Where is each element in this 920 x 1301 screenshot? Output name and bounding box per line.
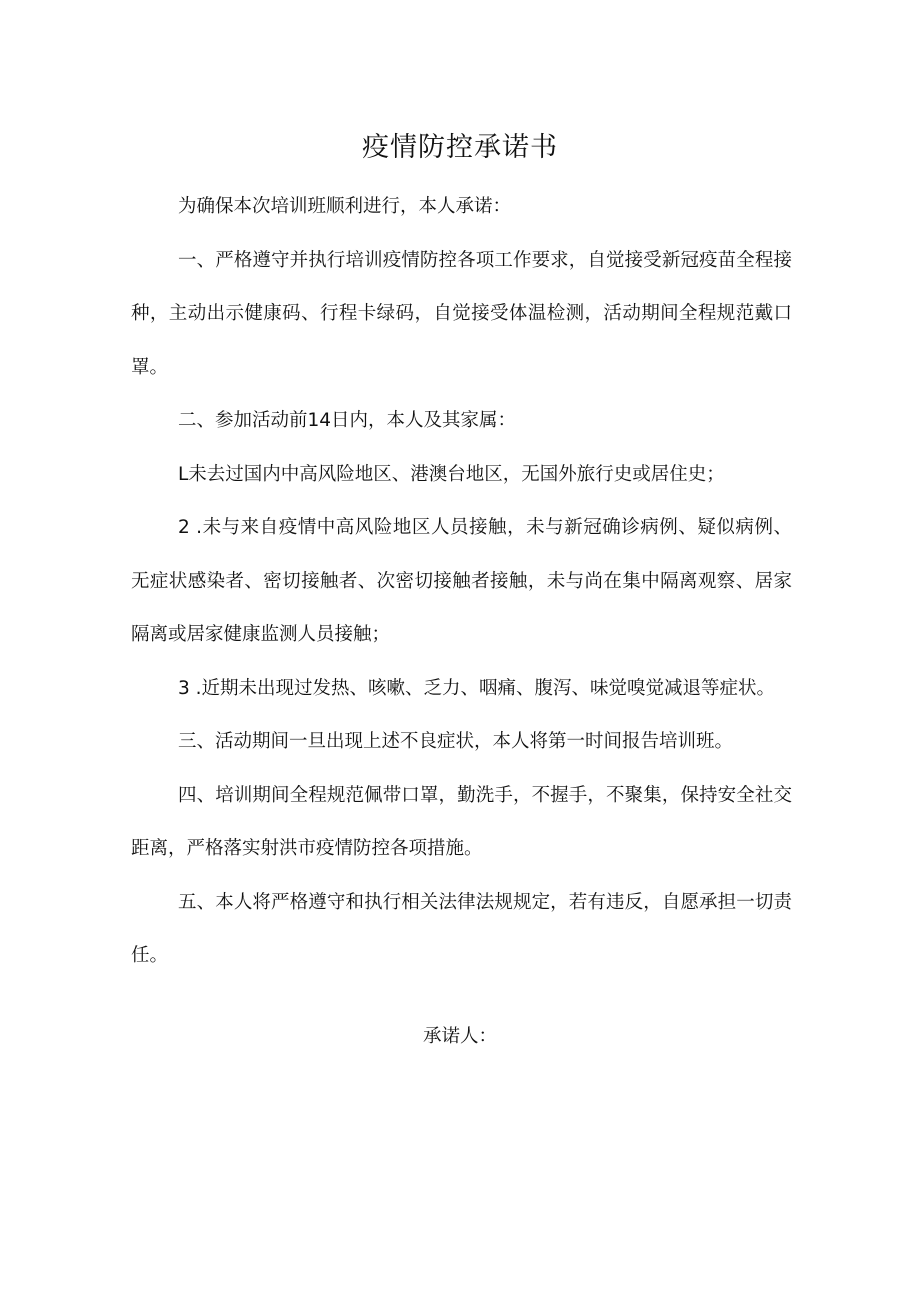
- document-title: 疫情防控承诺书: [362, 132, 558, 163]
- paragraph-subitem-3: 3 .近期未出现过发热、咳嗽、乏力、咽痛、腹泻、味觉嗅觉减退等症状。: [178, 677, 776, 699]
- paragraph-intro: 为确保本次培训班顺利进行，本人承诺：: [178, 196, 512, 217]
- paragraph-item-5: 五、本人将严格遵守和执行相关法律法规规定，若有违反，自愿承担一切责任。: [131, 891, 792, 966]
- paragraph-subitem-2: 2 .未与来自疫情中高风险地区人员接触，未与新冠确诊病例、疑似病例、无症状感染者、密切接触者、次密切接触者接触，未与尚在集中隔离观察、居家隔离或居家健康监测人员接触；: [131, 517, 792, 645]
- paragraph-item-4: 四、培训期间全程规范佩带口罩，勤洗手，不握手，不聚集，保持安全社交距离，严格落实射洪市疫情防控各项措施。: [131, 784, 792, 859]
- paragraph-item-2: 二、参加活动前14日内，本人及其家属：: [178, 410, 517, 431]
- signer-line: [0, 1010, 920, 1063]
- document-body: [131, 180, 792, 983]
- paragraph-subitem-1: L未去过国内中高风险地区、港澳台地区，无国外旅行史或居住史；: [178, 463, 725, 485]
- signer-label: 承诺人：: [422, 1026, 497, 1047]
- paragraph-item-3: 三、活动期间一旦出现上述不良症状，本人将第一时间报告培训班。: [178, 731, 734, 752]
- paragraph-item-1: 一、严格遵守并执行培训疫情防控各项工作要求，自觉接受新冠疫苗全程接种，主动出示健康码、行程卡绿码，自觉接受体温检测，活动期间全程规范戴口罩。: [131, 249, 792, 378]
